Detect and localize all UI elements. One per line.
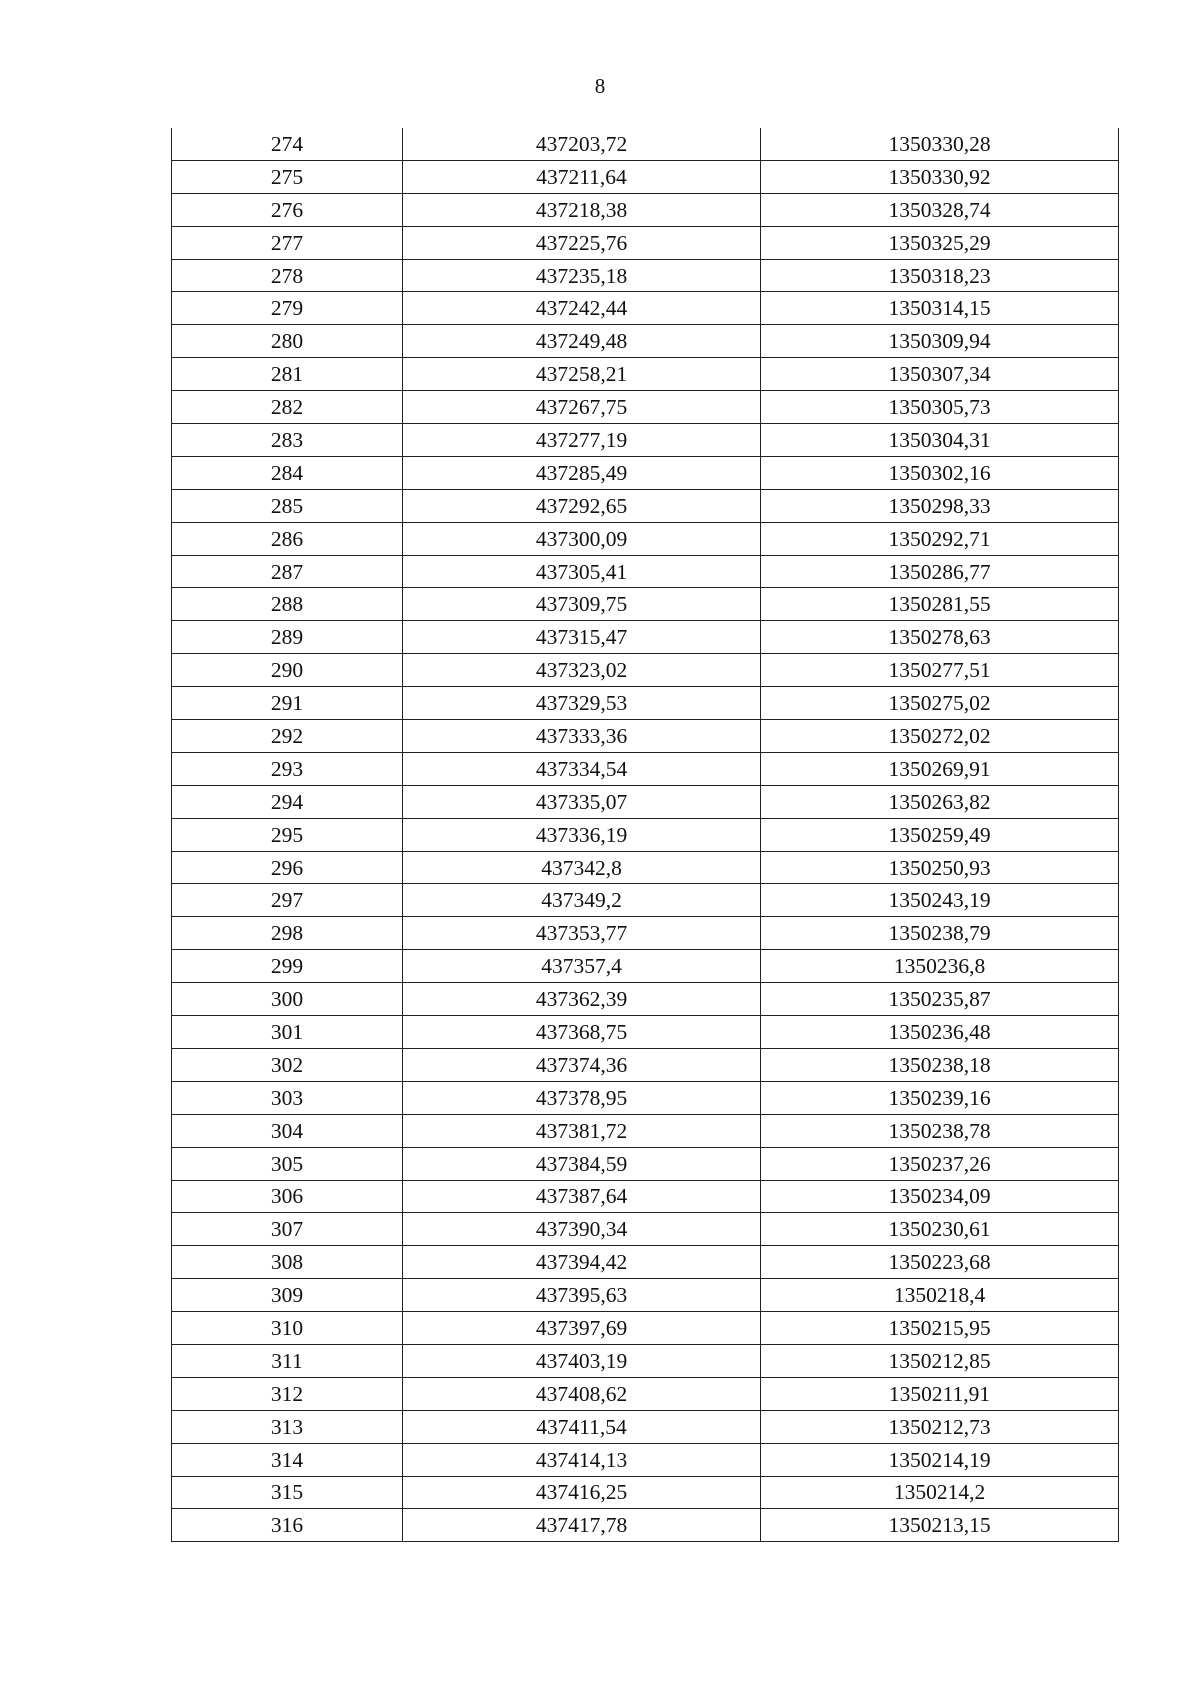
x-coordinate-cell: 437277,19	[403, 424, 761, 457]
x-coordinate-cell: 437235,18	[403, 259, 761, 292]
table-row	[172, 358, 1119, 391]
x-coordinate-cell: 437368,75	[403, 1016, 761, 1049]
y-coordinate-cell: 1350234,09	[761, 1180, 1119, 1213]
y-coordinate-cell: 1350243,19	[761, 884, 1119, 917]
point-number-cell: 286	[172, 522, 403, 555]
y-coordinate-cell: 1350309,94	[761, 325, 1119, 358]
table-row	[172, 621, 1119, 654]
x-coordinate-cell: 437258,21	[403, 358, 761, 391]
table-row	[172, 1016, 1119, 1049]
point-number-cell: 299	[172, 950, 403, 983]
table-row	[172, 424, 1119, 457]
y-coordinate-cell: 1350307,34	[761, 358, 1119, 391]
point-number-cell: 280	[172, 325, 403, 358]
table-row	[172, 128, 1119, 160]
x-coordinate-cell: 437285,49	[403, 456, 761, 489]
table-row	[172, 489, 1119, 522]
x-coordinate-cell: 437417,78	[403, 1509, 761, 1542]
table-row	[172, 292, 1119, 325]
y-coordinate-cell: 1350238,18	[761, 1048, 1119, 1081]
table-row	[172, 226, 1119, 259]
point-number-cell: 301	[172, 1016, 403, 1049]
y-coordinate-cell: 1350235,87	[761, 983, 1119, 1016]
point-number-cell: 307	[172, 1213, 403, 1246]
x-coordinate-cell: 437335,07	[403, 785, 761, 818]
x-coordinate-cell: 437408,62	[403, 1377, 761, 1410]
table-row	[172, 1048, 1119, 1081]
table-row	[172, 259, 1119, 292]
table-row	[172, 522, 1119, 555]
coordinates-table-body	[172, 128, 1119, 1542]
x-coordinate-cell: 437333,36	[403, 720, 761, 753]
x-coordinate-cell: 437387,64	[403, 1180, 761, 1213]
point-number-cell: 302	[172, 1048, 403, 1081]
table-row	[172, 1344, 1119, 1377]
point-number-cell: 308	[172, 1246, 403, 1279]
table-row	[172, 1246, 1119, 1279]
x-coordinate-cell: 437300,09	[403, 522, 761, 555]
y-coordinate-cell: 1350277,51	[761, 654, 1119, 687]
point-number-cell: 295	[172, 818, 403, 851]
table-row	[172, 851, 1119, 884]
y-coordinate-cell: 1350236,8	[761, 950, 1119, 983]
point-number-cell: 285	[172, 489, 403, 522]
x-coordinate-cell: 437384,59	[403, 1147, 761, 1180]
y-coordinate-cell: 1350215,95	[761, 1312, 1119, 1345]
y-coordinate-cell: 1350259,49	[761, 818, 1119, 851]
table-row	[172, 1114, 1119, 1147]
point-number-cell: 309	[172, 1279, 403, 1312]
x-coordinate-cell: 437381,72	[403, 1114, 761, 1147]
x-coordinate-cell: 437362,39	[403, 983, 761, 1016]
table-row	[172, 1476, 1119, 1509]
y-coordinate-cell: 1350237,26	[761, 1147, 1119, 1180]
coordinates-table	[171, 128, 1119, 1542]
table-row	[172, 917, 1119, 950]
point-number-cell: 277	[172, 226, 403, 259]
point-number-cell: 283	[172, 424, 403, 457]
x-coordinate-cell: 437309,75	[403, 588, 761, 621]
point-number-cell: 297	[172, 884, 403, 917]
table-row	[172, 456, 1119, 489]
y-coordinate-cell: 1350305,73	[761, 391, 1119, 424]
y-coordinate-cell: 1350328,74	[761, 193, 1119, 226]
x-coordinate-cell: 437390,34	[403, 1213, 761, 1246]
point-number-cell: 291	[172, 687, 403, 720]
point-number-cell: 281	[172, 358, 403, 391]
point-number-cell: 292	[172, 720, 403, 753]
y-coordinate-cell: 1350212,73	[761, 1410, 1119, 1443]
point-number-cell: 279	[172, 292, 403, 325]
y-coordinate-cell: 1350238,79	[761, 917, 1119, 950]
point-number-cell: 296	[172, 851, 403, 884]
point-number-cell: 306	[172, 1180, 403, 1213]
y-coordinate-cell: 1350218,4	[761, 1279, 1119, 1312]
point-number-cell: 316	[172, 1509, 403, 1542]
y-coordinate-cell: 1350275,02	[761, 687, 1119, 720]
point-number-cell: 298	[172, 917, 403, 950]
point-number-cell: 275	[172, 160, 403, 193]
table-row	[172, 720, 1119, 753]
x-coordinate-cell: 437349,2	[403, 884, 761, 917]
point-number-cell: 313	[172, 1410, 403, 1443]
table-row	[172, 1180, 1119, 1213]
table-row	[172, 1377, 1119, 1410]
page-number: 8	[594, 74, 606, 98]
x-coordinate-cell: 437374,36	[403, 1048, 761, 1081]
table-row	[172, 1279, 1119, 1312]
y-coordinate-cell: 1350281,55	[761, 588, 1119, 621]
table-row	[172, 1081, 1119, 1114]
table-row	[172, 785, 1119, 818]
y-coordinate-cell: 1350213,15	[761, 1509, 1119, 1542]
x-coordinate-cell: 437305,41	[403, 555, 761, 588]
table-row	[172, 555, 1119, 588]
x-coordinate-cell: 437411,54	[403, 1410, 761, 1443]
table-row	[172, 1443, 1119, 1476]
table-row	[172, 160, 1119, 193]
table-row	[172, 193, 1119, 226]
y-coordinate-cell: 1350211,91	[761, 1377, 1119, 1410]
y-coordinate-cell: 1350325,29	[761, 226, 1119, 259]
table-row	[172, 1410, 1119, 1443]
x-coordinate-cell: 437414,13	[403, 1443, 761, 1476]
x-coordinate-cell: 437249,48	[403, 325, 761, 358]
table-row	[172, 1147, 1119, 1180]
table-row	[172, 1312, 1119, 1345]
y-coordinate-cell: 1350304,31	[761, 424, 1119, 457]
y-coordinate-cell: 1350263,82	[761, 785, 1119, 818]
point-number-cell: 288	[172, 588, 403, 621]
y-coordinate-cell: 1350214,19	[761, 1443, 1119, 1476]
y-coordinate-cell: 1350230,61	[761, 1213, 1119, 1246]
table-row	[172, 1509, 1119, 1542]
point-number-cell: 290	[172, 654, 403, 687]
y-coordinate-cell: 1350286,77	[761, 555, 1119, 588]
point-number-cell: 284	[172, 456, 403, 489]
x-coordinate-cell: 437353,77	[403, 917, 761, 950]
y-coordinate-cell: 1350238,78	[761, 1114, 1119, 1147]
y-coordinate-cell: 1350292,71	[761, 522, 1119, 555]
y-coordinate-cell: 1350239,16	[761, 1081, 1119, 1114]
table-row	[172, 950, 1119, 983]
x-coordinate-cell: 437292,65	[403, 489, 761, 522]
point-number-cell: 293	[172, 752, 403, 785]
table-row	[172, 884, 1119, 917]
point-number-cell: 315	[172, 1476, 403, 1509]
point-number-cell: 303	[172, 1081, 403, 1114]
point-number-cell: 289	[172, 621, 403, 654]
y-coordinate-cell: 1350269,91	[761, 752, 1119, 785]
y-coordinate-cell: 1350272,02	[761, 720, 1119, 753]
y-coordinate-cell: 1350298,33	[761, 489, 1119, 522]
y-coordinate-cell: 1350236,48	[761, 1016, 1119, 1049]
x-coordinate-cell: 437329,53	[403, 687, 761, 720]
point-number-cell: 274	[172, 128, 403, 160]
x-coordinate-cell: 437397,69	[403, 1312, 761, 1345]
point-number-cell: 287	[172, 555, 403, 588]
x-coordinate-cell: 437203,72	[403, 128, 761, 160]
x-coordinate-cell: 437242,44	[403, 292, 761, 325]
point-number-cell: 310	[172, 1312, 403, 1345]
point-number-cell: 311	[172, 1344, 403, 1377]
table-row	[172, 588, 1119, 621]
y-coordinate-cell: 1350302,16	[761, 456, 1119, 489]
point-number-cell: 314	[172, 1443, 403, 1476]
x-coordinate-cell: 437218,38	[403, 193, 761, 226]
point-number-cell: 305	[172, 1147, 403, 1180]
table-row	[172, 325, 1119, 358]
point-number-cell: 312	[172, 1377, 403, 1410]
x-coordinate-cell: 437416,25	[403, 1476, 761, 1509]
x-coordinate-cell: 437395,63	[403, 1279, 761, 1312]
table-row	[172, 654, 1119, 687]
x-coordinate-cell: 437225,76	[403, 226, 761, 259]
x-coordinate-cell: 437336,19	[403, 818, 761, 851]
x-coordinate-cell: 437323,02	[403, 654, 761, 687]
point-number-cell: 278	[172, 259, 403, 292]
y-coordinate-cell: 1350314,15	[761, 292, 1119, 325]
table-row	[172, 818, 1119, 851]
x-coordinate-cell: 437211,64	[403, 160, 761, 193]
x-coordinate-cell: 437378,95	[403, 1081, 761, 1114]
y-coordinate-cell: 1350330,92	[761, 160, 1119, 193]
x-coordinate-cell: 437394,42	[403, 1246, 761, 1279]
x-coordinate-cell: 437334,54	[403, 752, 761, 785]
y-coordinate-cell: 1350278,63	[761, 621, 1119, 654]
y-coordinate-cell: 1350250,93	[761, 851, 1119, 884]
table-row	[172, 687, 1119, 720]
table-row	[172, 391, 1119, 424]
table-row	[172, 1213, 1119, 1246]
point-number-cell: 276	[172, 193, 403, 226]
x-coordinate-cell: 437315,47	[403, 621, 761, 654]
y-coordinate-cell: 1350318,23	[761, 259, 1119, 292]
y-coordinate-cell: 1350223,68	[761, 1246, 1119, 1279]
point-number-cell: 300	[172, 983, 403, 1016]
y-coordinate-cell: 1350212,85	[761, 1344, 1119, 1377]
x-coordinate-cell: 437403,19	[403, 1344, 761, 1377]
table-row	[172, 983, 1119, 1016]
x-coordinate-cell: 437342,8	[403, 851, 761, 884]
y-coordinate-cell: 1350214,2	[761, 1476, 1119, 1509]
x-coordinate-cell: 437267,75	[403, 391, 761, 424]
x-coordinate-cell: 437357,4	[403, 950, 761, 983]
y-coordinate-cell: 1350330,28	[761, 128, 1119, 160]
point-number-cell: 304	[172, 1114, 403, 1147]
table-row	[172, 752, 1119, 785]
point-number-cell: 294	[172, 785, 403, 818]
point-number-cell: 282	[172, 391, 403, 424]
